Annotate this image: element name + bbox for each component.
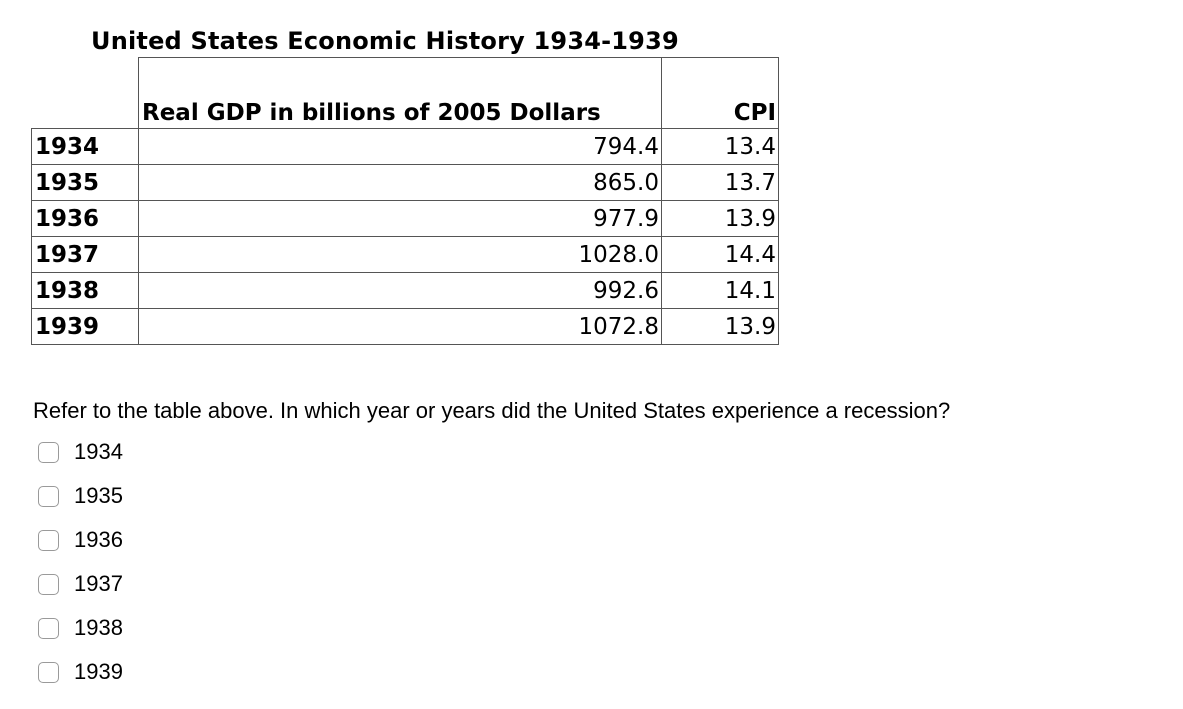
gdp-cell: 977.9 [139, 201, 662, 237]
gdp-cell: 794.4 [139, 129, 662, 165]
page-title: United States Economic History 1934-1939 [91, 27, 679, 55]
option-1934[interactable] [38, 430, 123, 474]
option-1935[interactable] [38, 474, 123, 518]
option-label: 1936 [74, 527, 123, 552]
cpi-cell: 13.9 [662, 309, 779, 345]
cpi-cell: 13.4 [662, 129, 779, 165]
year-cell: 1939 [32, 309, 139, 345]
cpi-cell: 13.9 [662, 201, 779, 237]
option-1936[interactable] [38, 518, 123, 562]
checkbox[interactable] [38, 662, 59, 683]
gdp-cell: 992.6 [139, 273, 662, 309]
option-label: 1934 [74, 439, 123, 464]
header-cpi: CPI [662, 58, 779, 129]
cpi-cell: 14.4 [662, 237, 779, 273]
table-row [32, 165, 779, 201]
header-year [32, 58, 139, 129]
header-gdp: Real GDP in billions of 2005 Dollars [139, 58, 662, 129]
year-cell: 1935 [32, 165, 139, 201]
option-label: 1937 [74, 571, 123, 596]
table-row [32, 273, 779, 309]
option-1939[interactable] [38, 650, 123, 694]
table-row [32, 237, 779, 273]
checkbox[interactable] [38, 530, 59, 551]
checkbox[interactable] [38, 486, 59, 507]
option-label: 1938 [74, 615, 123, 640]
option-1938[interactable] [38, 606, 123, 650]
answer-options [38, 430, 123, 694]
year-cell: 1937 [32, 237, 139, 273]
checkbox[interactable] [38, 442, 59, 463]
gdp-cell: 1072.8 [139, 309, 662, 345]
gdp-cell: 1028.0 [139, 237, 662, 273]
option-label: 1939 [74, 659, 123, 684]
cpi-cell: 13.7 [662, 165, 779, 201]
table-header-row [32, 58, 779, 129]
gdp-cell: 865.0 [139, 165, 662, 201]
option-label: 1935 [74, 483, 123, 508]
checkbox[interactable] [38, 618, 59, 639]
table-row [32, 129, 779, 165]
year-cell: 1936 [32, 201, 139, 237]
year-cell: 1938 [32, 273, 139, 309]
table-row [32, 309, 779, 345]
cpi-cell: 14.1 [662, 273, 779, 309]
year-cell: 1934 [32, 129, 139, 165]
checkbox[interactable] [38, 574, 59, 595]
economic-data-table [31, 57, 779, 345]
table-row [32, 201, 779, 237]
question-text: Refer to the table above. In which year or years did the United States experience a recession? [33, 398, 951, 423]
option-1937[interactable] [38, 562, 123, 606]
